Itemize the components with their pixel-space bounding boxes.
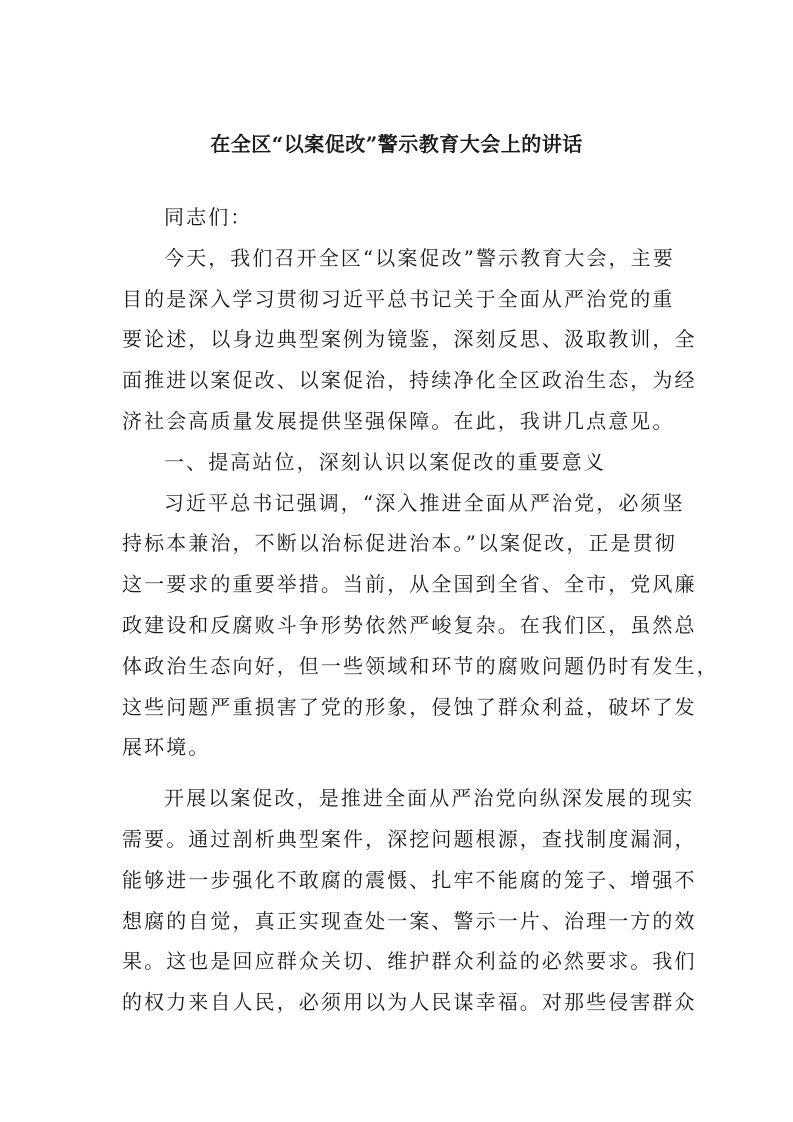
body-line: 体政治生态向好，但一些领域和环节的腐败问题仍时有发生，	[122, 653, 719, 678]
body-line: 想腐的自觉，真正实现查处一案、警示一片、治理一方的效	[122, 908, 697, 933]
body-line: 同志们：	[164, 205, 253, 229]
body-line: 需要。通过剖析典型案件，深挖问题根源，查找制度漏洞，	[122, 826, 697, 851]
body-line: 目的是深入学习贯彻习近平总书记关于全面从严治党的重	[122, 286, 675, 311]
body-line: 政建设和反腐败斗争形势依然严峻复杂。在我们区，虽然总	[122, 612, 697, 637]
body-line: 今天，我们召开全区“以案促改”警示教育大会，主要	[164, 245, 675, 270]
body-line: 持标本兼治，不断以治标促进治本。”以案促改，正是贯彻	[122, 531, 677, 556]
body-line: 一、提高站位，深刻认识以案促改的重要意义	[164, 449, 606, 474]
body-line: 这些问题严重损害了党的形象，侵蚀了群众利益，破坏了发	[122, 694, 697, 719]
body-line: 要论述，以身边典型案例为镜鉴，深刻反思、汲取教训，全	[122, 327, 697, 352]
body-line: 习近平总书记强调，“深入推进全面从严治党，必须坚	[164, 490, 685, 515]
body-line: 济社会高质量发展提供坚强保障。在此，我讲几点意见。	[122, 408, 675, 433]
body-line: 的权力来自人民，必须用以为人民谋幸福。对那些侵害群众	[122, 990, 697, 1015]
body-line: 面推进以案促改、以案促治，持续净化全区政治生态，为经	[122, 368, 697, 393]
body-line: 展环境。	[122, 735, 211, 760]
document-title: 在全区“以案促改”警示教育大会上的讲话	[210, 132, 583, 156]
body-line: 能够进一步强化不敢腐的震慑、扎牢不能腐的笼子、增强不	[122, 867, 697, 892]
body-line: 开展以案促改，是推进全面从严治党向纵深发展的现实	[164, 786, 695, 811]
document-body	[122, 197, 719, 1023]
body-line: 果。这也是回应群众关切、维护群众利益的必然要求。我们	[122, 949, 697, 974]
body-line: 这一要求的重要举措。当前，从全国到全省、全市，党风廉	[122, 572, 697, 597]
